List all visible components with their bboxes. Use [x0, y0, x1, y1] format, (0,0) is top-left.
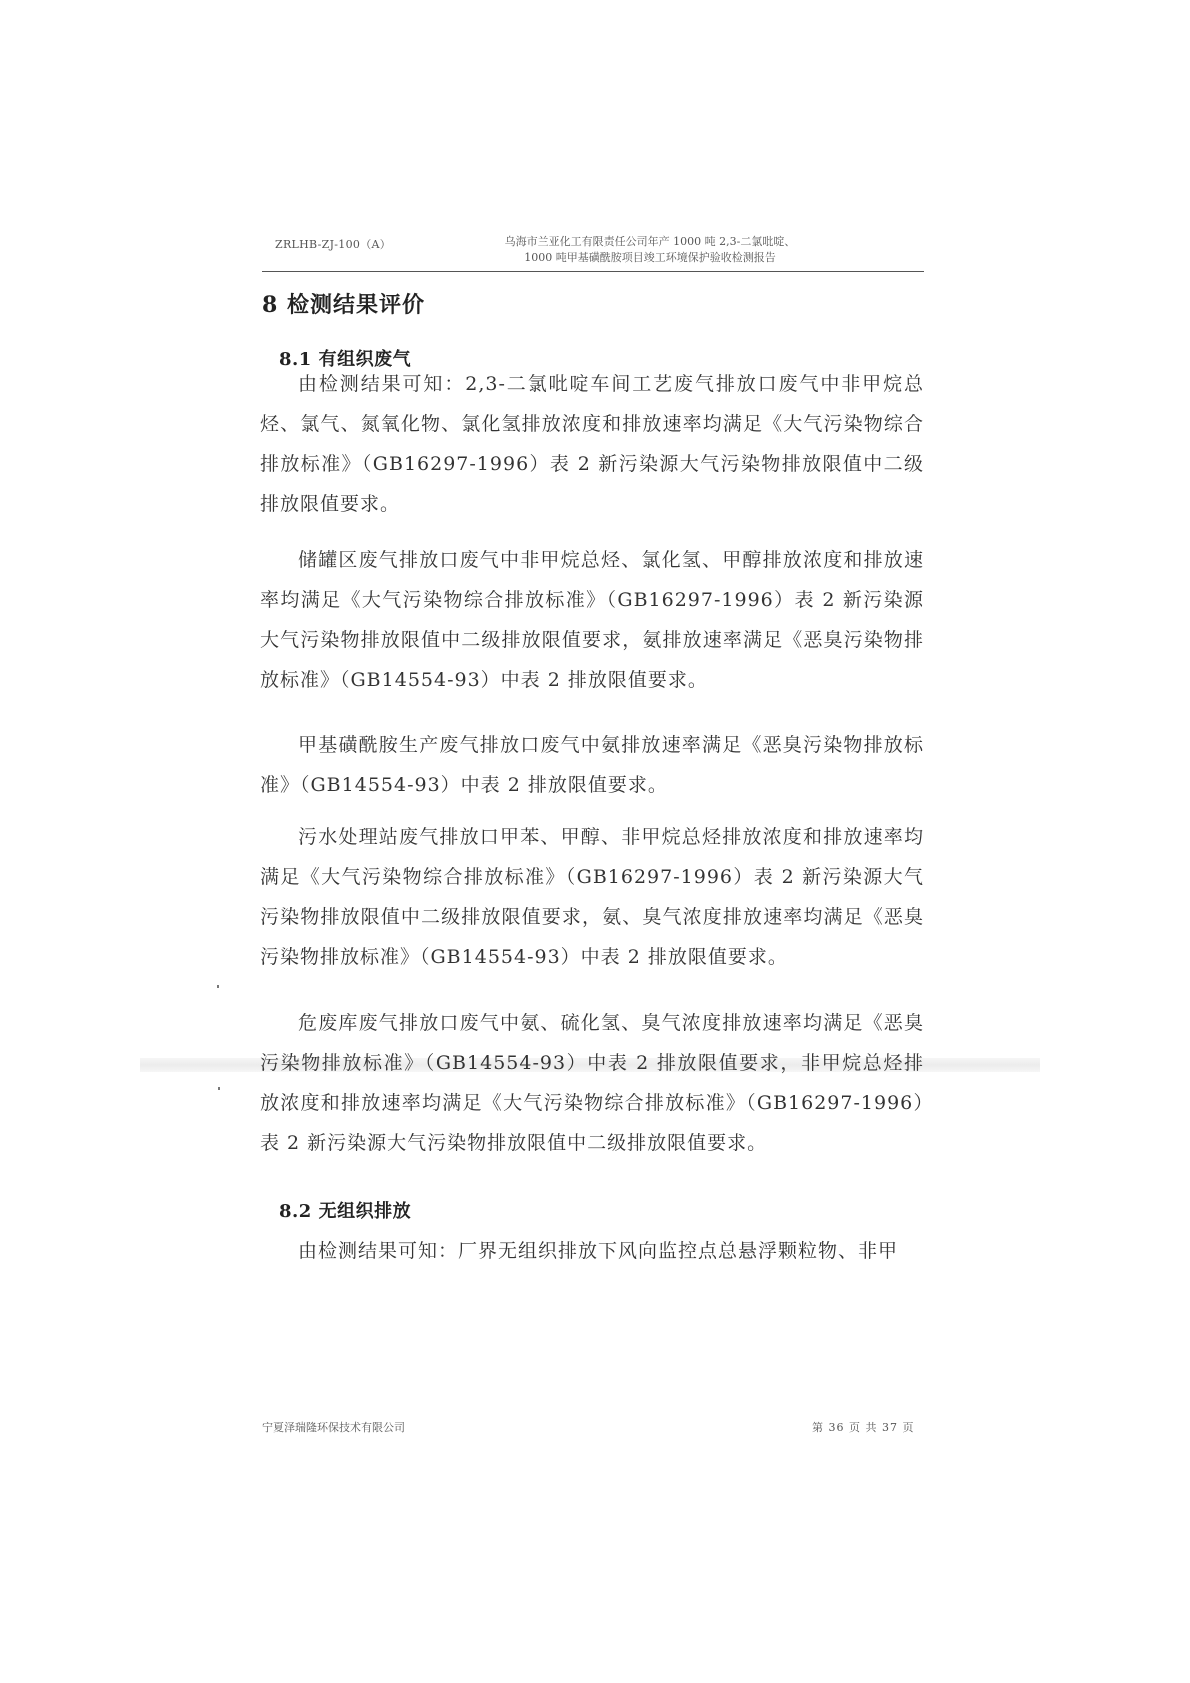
- header-rule: [262, 271, 924, 272]
- paragraph: 由检测结果可知：2,3-二氯吡啶车间工艺废气排放口废气中非甲烷总烃、氯气、氮氧化物、氯化氢排放浓度和排放速率均满足《大气污染物综合排放标准》（GB16297-1996）表 2 新污染源大气污染物排放限值中二级排放限值要求。: [260, 373, 924, 515]
- paragraph: 储罐区废气排放口废气中非甲烷总烃、氯化氢、甲醇排放浓度和排放速率均满足《大气污染物综合排放标准》（GB16297-1996）表 2 新污染源大气污染物排放限值中二级排放限值要求，氨排放速率满足《恶臭污染物排放标准》（GB14554-93）中表 2 排放限值要求。: [260, 549, 924, 691]
- paragraph: 甲基磺酰胺生产废气排放口废气中氨排放速率满足《恶臭污染物排放标准》（GB14554-93）中表 2 排放限值要求。: [260, 734, 924, 796]
- paragraph: 危废库废气排放口废气中氨、硫化氢、臭气浓度排放速率均满足《恶臭污染物排放标准》（GB14554-93）中表 2 排放限值要求，非甲烷总烃排放浓度和排放速率均满足《大气污染物综合排放标准》（GB16297-1996）表 2 新污染源大气污染物排放限值中二级排放限值要求。: [260, 1012, 924, 1154]
- paragraph: 污水处理站废气排放口甲苯、甲醇、非甲烷总烃排放浓度和排放速率均满足《大气污染物综合排放标准》（GB16297-1996）表 2 新污染源大气污染物排放限值中二级排放限值要求，氨、臭气浓度排放速率均满足《恶臭污染物排放标准》（GB14554-93）中表 2 排放限值要求。: [260, 826, 924, 968]
- header-doc-code: ZRLHB-ZJ-100（A）: [275, 238, 392, 251]
- header-title-line2: 1000 吨甲基磺酰胺项目竣工环境保护验收检测报告: [524, 251, 776, 264]
- paragraph: 由检测结果可知：厂界无组织排放下风向监控点总悬浮颗粒物、非甲: [298, 1240, 899, 1262]
- header-title-line1: 乌海市兰亚化工有限责任公司年产 1000 吨 2,3-二氯吡啶、: [504, 235, 796, 248]
- section-title: 8 检测结果评价: [262, 292, 425, 318]
- subsection-title-8-2: 8.2 无组织排放: [279, 1201, 412, 1222]
- footer-company: 宁夏泽瑞隆环保技术有限公司: [262, 1421, 405, 1434]
- subsection-title-8-1: 8.1 有组织废气: [279, 349, 412, 370]
- footer-page-number: 第 36 页 共 37 页: [812, 1421, 915, 1434]
- header-title: [450, 234, 850, 266]
